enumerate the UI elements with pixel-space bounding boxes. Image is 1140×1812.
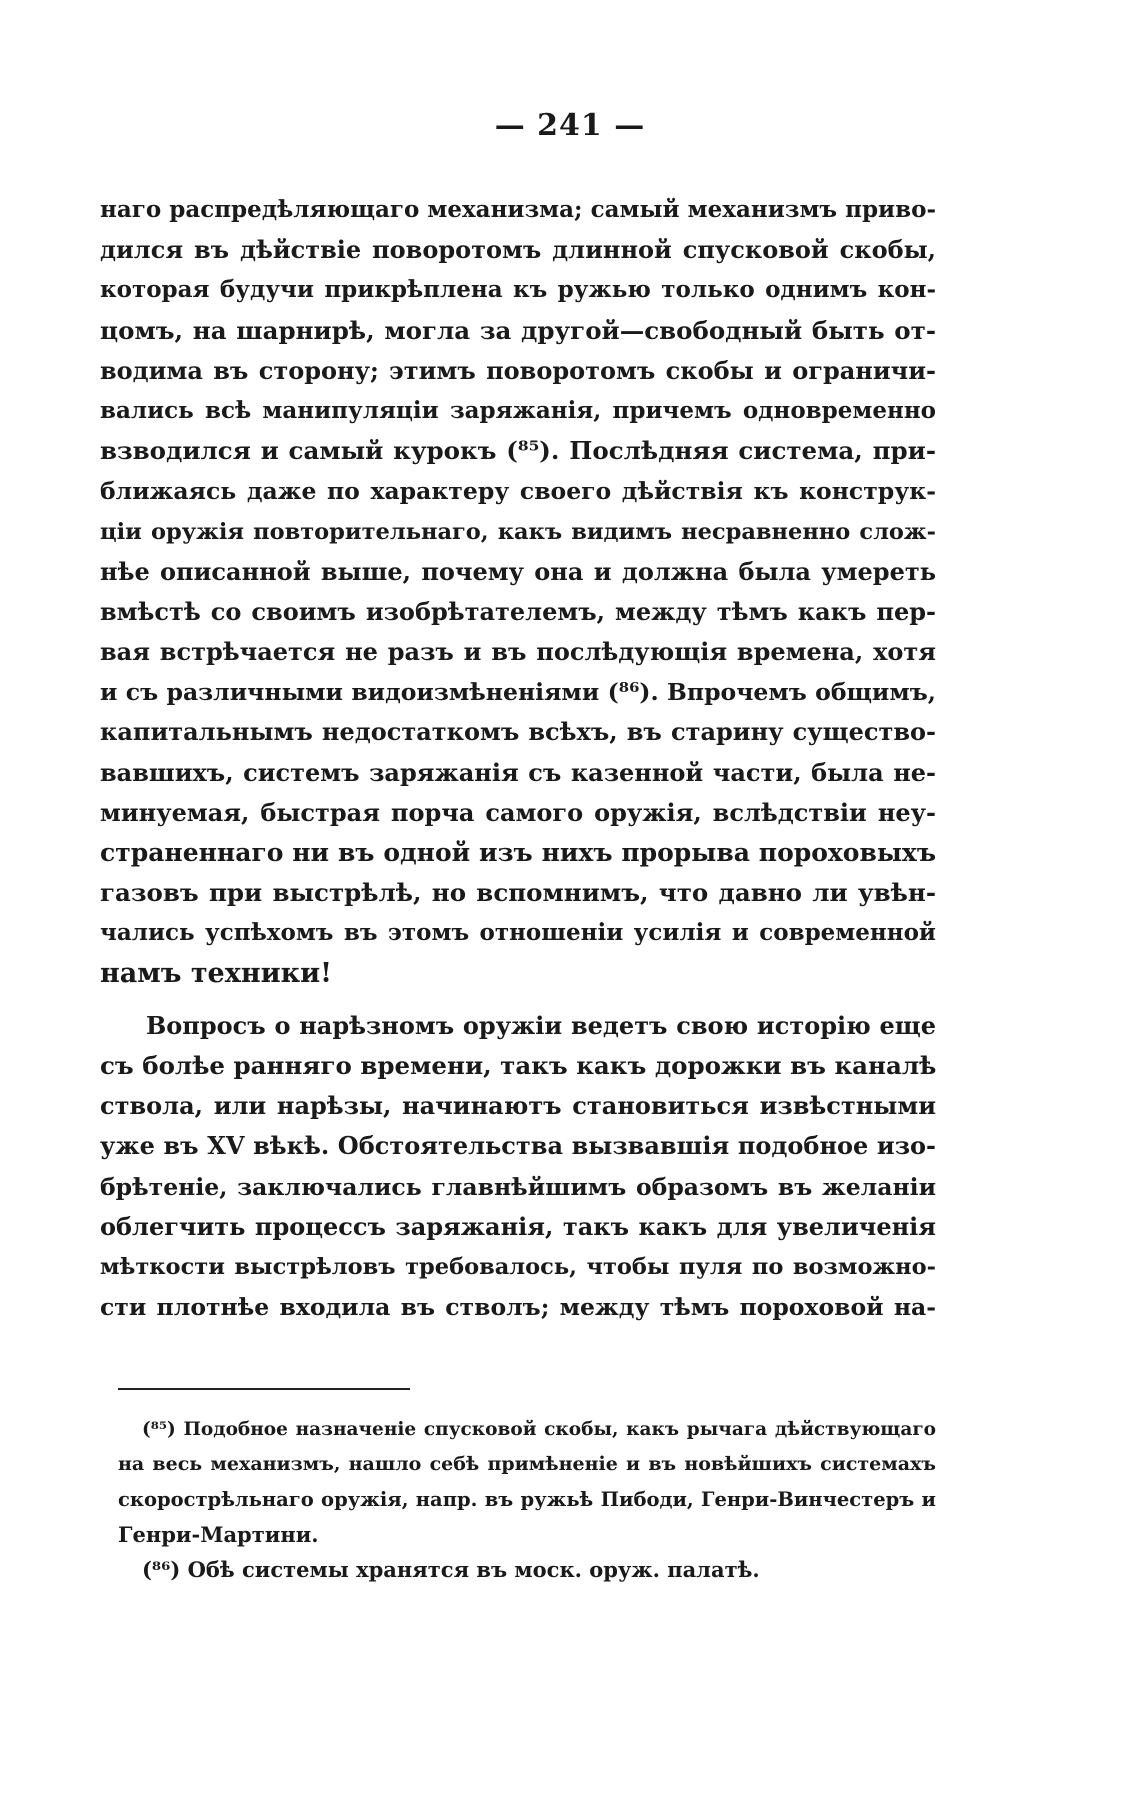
text-line: съ болѣе ранняго времени, такъ какъ дорожки въ каналѣ [100, 1050, 937, 1080]
footnote-divider [118, 1388, 410, 1390]
text-line: вались всѣ манипуляціи заряжанія, причемъ одновременно [100, 396, 936, 424]
text-line: наго распредѣляющаго механизма; самый механизмъ приво- [100, 196, 936, 223]
text-line: нѣе описанной выше, почему она и должна была умереть [100, 556, 936, 586]
text-line: Вопросъ о нарѣзномъ оружіи ведетъ свою исторію еще [146, 1010, 936, 1040]
footnote-line: (⁸⁵) Подобное назначеніе спусковой скобы, какъ рычага дѣйствующаго [142, 1419, 936, 1440]
page-number: — 241 — [494, 108, 646, 143]
footnotes [118, 1412, 936, 1587]
text-line: намъ техники! [100, 957, 332, 989]
text-line: водима въ сторону; этимъ поворотомъ скобы и ограничи- [100, 355, 936, 385]
text-line: чались успѣхомъ въ этомъ отношеніи усилія и современной [100, 919, 936, 947]
paragraph-1 [100, 190, 936, 994]
footnote-line: (⁸⁶) Обѣ системы хранятся въ моск. оруж. палатѣ. [142, 1557, 760, 1582]
text-line: облегчить процессъ заряжанія, такъ какъ для увеличенія [100, 1211, 936, 1241]
text-line: ствола, или нарѣзы, начинаютъ становиться извѣстными [100, 1091, 936, 1121]
footnote-85 [118, 1412, 936, 1552]
footnote-line: скорострѣльнаго оружія, напр. въ ружьѣ Пибоди, Генри-Винчестеръ и [118, 1488, 936, 1511]
text-line: взводился и самый курокъ (⁸⁵). Послѣдняя система, при- [100, 436, 936, 466]
text-line: минуемая, быстрая порча самого оружія, вслѣдствіи неу- [100, 797, 936, 827]
text-line: капитальнымъ недостаткомъ всѣхъ, въ старину существо- [100, 717, 936, 747]
text-line: ціи оружія повторительнаго, какъ видимъ несравненно слож- [100, 518, 936, 545]
text-line: уже въ XV вѣкѣ. Обстоятельства вызвавшія подобное изо- [100, 1131, 936, 1161]
footnote-line: на весь механизмъ, нашло себѣ примѣненіе и въ новѣйшихъ системахъ [118, 1453, 936, 1475]
text-line: вавшихъ, системъ заряжанія съ казенной части, была не- [100, 757, 936, 787]
text-line: и съ различными видоизмѣненіями (⁸⁶). Впрочемъ общимъ, [100, 678, 936, 707]
text-line: сти плотнѣе входила въ стволъ; между тѣмъ пороховой на- [100, 1293, 936, 1322]
text-line: газовъ при выстрѣлѣ, но вспомнимъ, что давно ли увѣн- [100, 878, 936, 908]
text-line: вмѣстѣ со своимъ изобрѣтателемъ, между тѣмъ какъ пер- [100, 596, 936, 626]
text-line: ближаясь даже по характеру своего дѣйствія къ конструк- [100, 477, 936, 506]
main-text [100, 190, 936, 1327]
text-line: цомъ, на шарнирѣ, могла за другой—свободный быть от- [100, 315, 936, 345]
text-line: страненнаго ни въ одной изъ нихъ прорыва пороховыхъ [100, 838, 936, 867]
text-line: дился въ дѣйствіе поворотомъ длинной спусковой скобы, [100, 235, 936, 265]
footnote-86 [118, 1552, 936, 1587]
text-line: которая будучи прикрѣплена къ ружью только однимъ кон- [100, 276, 936, 304]
text-line: брѣтеніе, заключались главнѣйшимъ образомъ въ желаніи [100, 1172, 936, 1201]
text-line: мѣткости выстрѣловъ требовалось, чтобы пуля по возможно- [100, 1253, 936, 1280]
paragraph-2 [100, 1006, 936, 1328]
footnote-line: Генри-Мартини. [118, 1522, 319, 1547]
text-line: вая встрѣчается не разъ и въ послѣдующія времена, хотя [100, 637, 936, 667]
